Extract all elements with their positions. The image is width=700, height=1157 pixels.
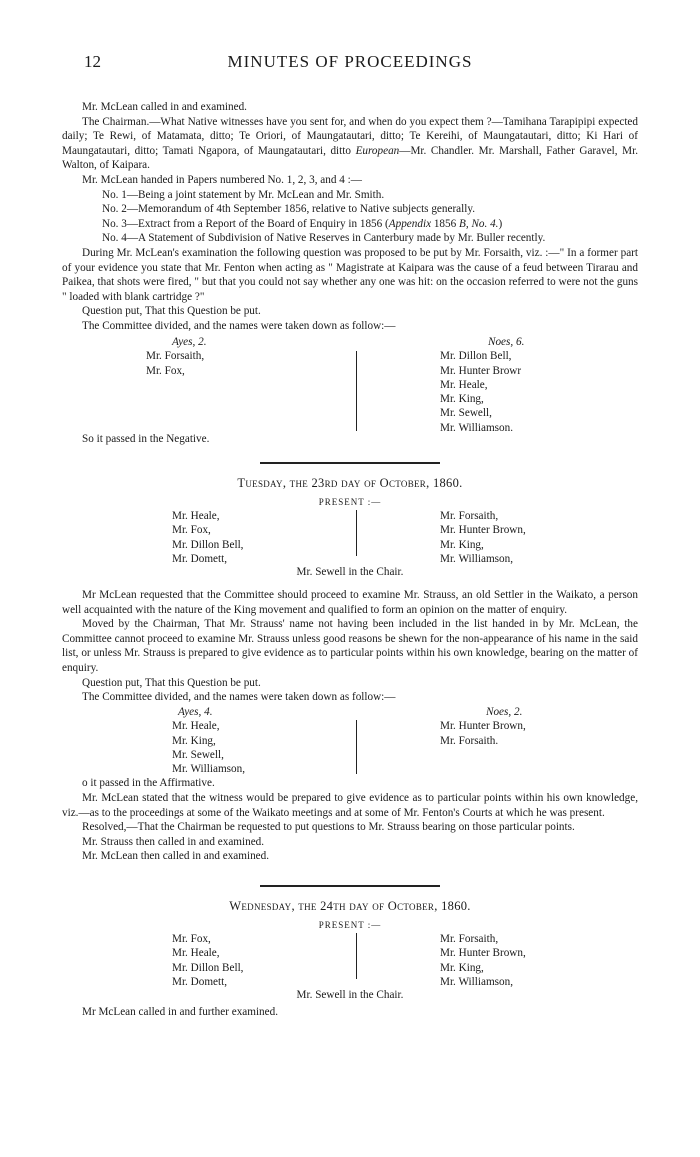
section-divider [260,885,440,887]
present-label: PRESENT :— [318,920,382,930]
member-name: Mr. Heale, [172,947,220,960]
member-name: Mr. Forsaith, [440,510,499,522]
paragraph: Mr McLean called in and further examined. [82,1006,279,1018]
member-name: Mr. Hunter Brown, [440,947,526,960]
present-divider [356,510,357,556]
page-number: 12 [84,52,101,71]
member-name: Mr. Hunter Browr [440,364,522,377]
section-2-text-cont [62,791,638,864]
member-name: Mr. King, [440,393,484,406]
member-name: Mr. Forsaith, [440,933,499,945]
division-result: o it passed in the Affirmative. [82,777,215,789]
paper-item: No. 1—Being a joint statement by Mr. McLean and Mr. Smith. [102,188,385,201]
day-heading: Tuesday, the 23rd day of October, 1860. [237,476,463,490]
paragraph: Question put, That this Question be put. [82,676,261,689]
noes-column [440,335,640,435]
present-divider [356,933,357,979]
noes-heading: Noes, 2. [486,706,523,718]
present-left-column [172,932,352,989]
noes-heading: Noes, 6. [488,336,525,348]
paper-item: No. 4—A Statement of Subdivision of Native Reserves in Canterbury made by Mr. Buller recently. [102,232,546,245]
day-heading: Wednesday, the 24th day of October, 1860. [229,899,471,913]
ayes-column [172,705,352,776]
member-name: Mr. King, [440,538,484,551]
present-label: PRESENT :— [318,497,382,507]
member-name: Mr. Williamson, [440,552,513,565]
member-name: Mr. King, [172,734,216,747]
paragraph: Resolved,—That the Chairman be requested to put questions to Mr. Strauss bearing on those particular points. [82,821,575,834]
present-right-column [440,932,640,989]
division-divider [356,720,357,774]
member-name: Mr. Dillon Bell, [440,350,512,363]
section-3-text [62,1005,638,1020]
paragraph: Mr. McLean handed in Papers numbered No. 1, 2, 3, and 4 :— [82,173,362,186]
page-title: MINUTES OF PROCEEDINGS [227,52,473,71]
page-header [84,52,616,74]
ayes-heading: Ayes, 4. [178,706,213,718]
paragraph: Question put, That this Question be put. [82,305,261,318]
member-name: Mr. Dillon Bell, [172,538,244,551]
member-name: Mr. Fox, [172,933,211,945]
member-name: Mr. Heale, [172,720,220,733]
section-1-text [62,100,638,334]
division-divider [356,351,357,431]
paragraph: Moved by the Chairman, That Mr. Strauss' name not having been included in the list handed in by Mr. McLean, the Committee cannot proceed to examine Mr. Strauss unless good reasons be shewn for the non-appearance of his name in the said list, or unless Mr. Strauss is prepared to give evidence as to particular points within his own knowledge, bearing on the matter of enquiry. [62,618,638,674]
member-name: Mr. Fox, [172,524,211,537]
member-name: Mr. Forsaith. [440,734,499,747]
section-divider [260,462,440,464]
member-name: Mr. Sewell, [172,748,224,761]
paragraph: Mr. McLean then called in and examined. [82,850,270,863]
member-name: Mr. Williamson, [440,975,513,988]
member-name: Mr. Heale, [172,510,220,522]
paragraph: The Committee divided, and the names were taken down as follow:— [82,319,396,332]
section-2-text [62,588,638,705]
chair-note: Mr. Sewell in the Chair. [296,989,404,1001]
paragraph: During Mr. McLean's examination the following question was proposed to be put by Mr. Forsaith, viz. :—" In a former part of your evidence you state that Mr. Fenton when acting as " Magistrate at Kaipara was the cause of a feud between Tirarau and Paikea, that shots were fired, " but that you could not say whether any one was hit: on the occasion referred to were not the guns " loaded with blank cartridge ?" [62,246,638,303]
ayes-heading: Ayes, 2. [172,336,207,348]
paragraph: The Committee divided, and the names were taken down as follow:— [82,691,396,704]
member-name: Mr. Fox, [146,364,185,377]
paragraph: Mr. McLean called in and examined. [82,101,247,113]
member-name: Mr. Hunter Brown, [440,720,526,733]
member-name: Mr. Domett, [172,975,228,988]
chair-note: Mr. Sewell in the Chair. [296,566,404,578]
member-name: Mr. Heale, [440,378,488,391]
present-left-column [172,509,352,566]
paper-item: No. 2—Memorandum of 4th September 1856, relative to Native subjects generally. [102,203,476,216]
member-name: Mr. Domett, [172,552,228,565]
paragraph: Mr. McLean stated that the witness would be prepared to give evidence as to particular points within his own knowledge, viz.—as to the proceedings at some of the Waikato meetings and at some of Mr. Fenton's Courts at which he was present. [62,792,638,819]
member-name: Mr. Williamson, [172,763,245,776]
member-name: Mr. King, [440,961,484,974]
division-result: So it passed in the Negative. [82,433,210,445]
noes-column [440,705,640,748]
member-name: Mr. Dillon Bell, [172,961,244,974]
member-name: Mr. Williamson. [440,421,513,434]
member-name: Mr. Hunter Brown, [440,524,526,537]
paragraph: Mr McLean requested that the Committee should proceed to examine Mr. Strauss, an old Settler in the Waikato, a person well acquainted with the nature of the King movement and qualified to form an opinion on the matter of enquiry. [62,589,638,616]
member-name: Mr. Forsaith, [146,350,205,363]
present-right-column [440,509,640,566]
paper-item: No. 3—Extract from a Report of the Board of Enquiry in 1856 (Appendix 1856 B, No. 4.) [102,217,503,230]
paragraph: The Chairman.—What Native witnesses have you sent for, and when do you expect them ?—Tamihana Tarapipipi expected daily; Te Rewi, of Matamata, ditto; Te Oriori, of Maungatautari, ditto; Te Kereihi, of Maungatautari, ditto; Ki Hari of Maungatautari, ditto; Tamati Ngapora, of Maungatautari, ditto European—Mr. Chandler. Mr. Marshall, Father Garavel, Mr. Walton, of Kaipara. [62,115,639,172]
member-name: Mr. Sewell, [440,407,492,420]
ayes-column [146,335,346,378]
paragraph: Mr. Strauss then called in and examined. [82,835,265,848]
